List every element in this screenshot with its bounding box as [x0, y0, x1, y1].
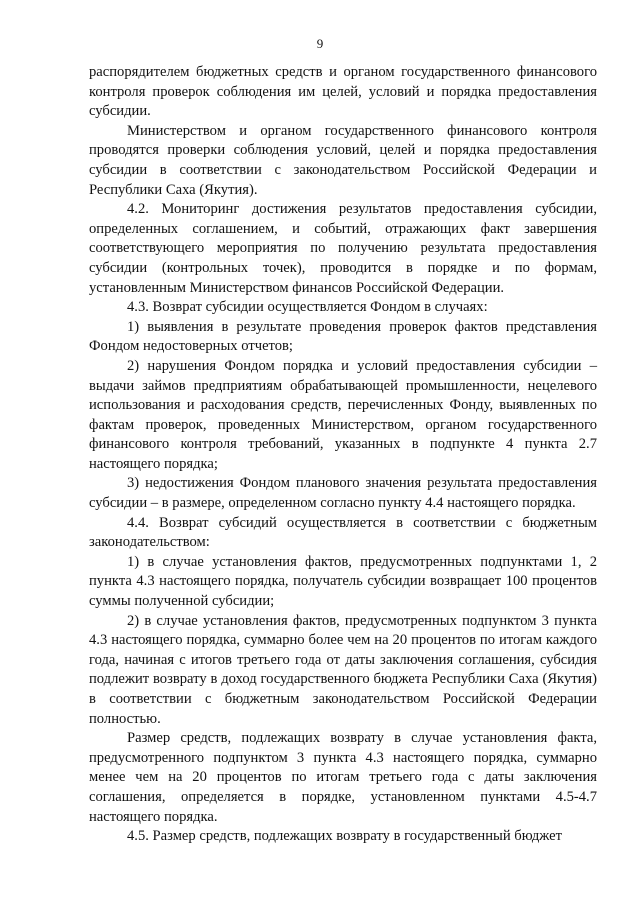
list-item-4-3-2: 2) нарушения Фондом порядка и условий предоставления субсидии – выдачи займов предприятиям обрабатывающей промышленности, нецелевого использования и расходования средств, перечисленных Фонду, выявленных по фактам проверок, проведенных Министерством, органом государственного финансового контроля требований, указанных в подпункте 4 пункта 2.7 настоящего порядка;: [89, 357, 597, 472]
list-item-4-4-1: 1) в случае установления фактов, предусмотренных подпунктами 1, 2 пункта 4.3 настоящего порядка, получатель субсидии возвращает 100 процентов суммы полученной субсидии;: [89, 553, 597, 610]
paragraph-4-2: 4.2. Мониторинг достижения результатов предоставления субсидии, определенных соглашением, и событий, отражающих факт завершения соответствующего мероприятия по получению результата предоставления субсидии (контрольных точек), проводится в порядке и по формам, установленным Министерством финансов Российской Федерации.: [89, 201, 597, 296]
paragraph-refund-amount: Размер средств, подлежащих возврату в случае установления факта, предусмотренного подпунктом 3 пункта 4.3 настоящего порядка, суммарно менее чем на 20 процентов по итогам третьего года с даты заключения соглашения, определяется в порядке, установленном пунктами 4.5-4.7 настоящего порядка.: [89, 730, 597, 825]
page-number: 9: [316, 36, 324, 51]
document-body: [89, 63, 597, 847]
paragraph-4-4: 4.4. Возврат субсидий осуществляется в соответствии с бюджетным законодательством:: [89, 514, 597, 551]
paragraph-4-5: 4.5. Размер средств, подлежащих возврату в государственный бюджет: [127, 828, 563, 845]
paragraph-continuation: распорядителем бюджетных средств и органом государственного финансового контроля проверок соблюдения им целей, условий и порядка предоставления субсидии.: [89, 64, 597, 120]
list-item-4-3-3: 3) недостижения Фондом планового значения результата предоставления субсидии – в размере, определенном согласно пункту 4.4 настоящего порядка.: [89, 475, 597, 512]
list-item-4-4-2: 2) в случае установления фактов, предусмотренных подпунктом 3 пункта 4.3 настоящего порядка, суммарно более чем на 20 процентов по итогам каждого года, начиная с итогов третьего года от даты заключения соглашения, субсидия подлежит возврату в доход государственного бюджета Республики Саха (Якутия) в соответствии с бюджетным законодательством Российской Федерации полностью.: [89, 612, 597, 727]
list-item-4-3-1: 1) выявления в результате проведения проверок фактов представления Фондом недостоверных отчетов;: [89, 318, 597, 355]
paragraph-control-checks: Министерством и органом государственного финансового контроля проводятся проверки соблюдения условий, целей и порядка предоставления субсидии в соответствии с законодательством Российской Федерации и Республики Саха (Якутия).: [89, 122, 597, 198]
paragraph-4-3: 4.3. Возврат субсидии осуществляется Фондом в случаях:: [127, 299, 488, 316]
